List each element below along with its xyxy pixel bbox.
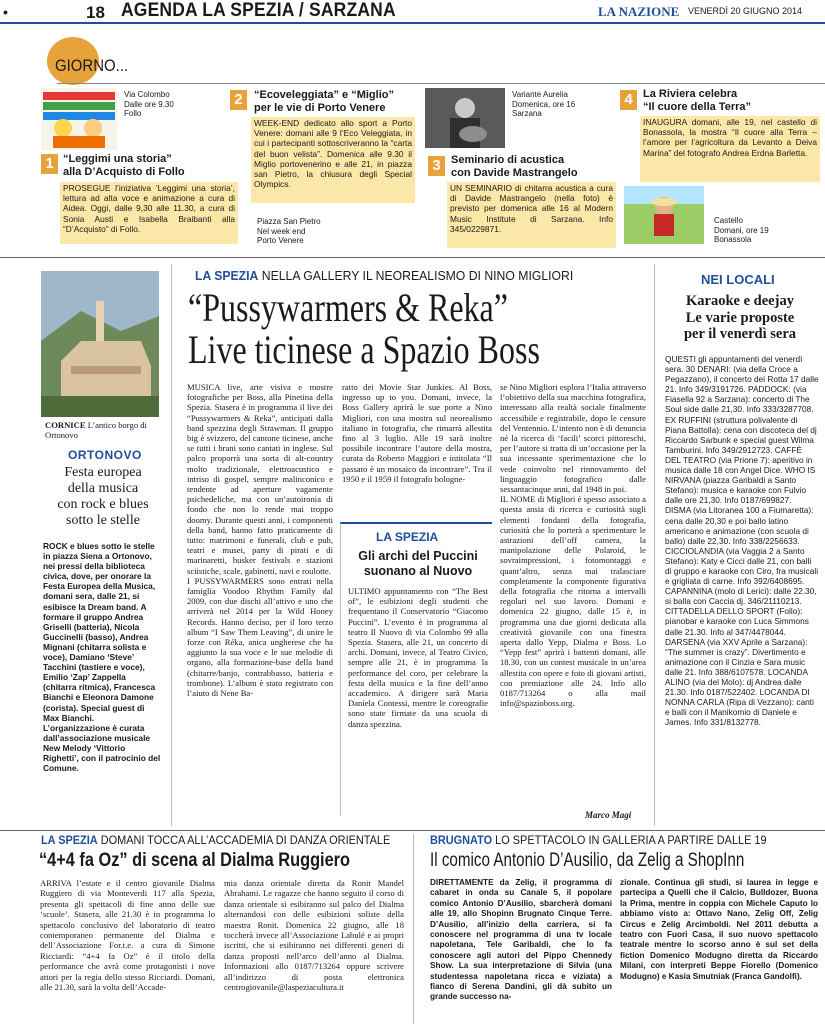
main-column-3: se Nino Migliori esplora l’Italia attraverso l’obiettivo della sua macchina fotografica, interessato alla realtà sociale finalmente accessibile e registrabile, dopo le censure del Ventennio. L’intento non è di denuncia né la ricerca di ‘facili’ scorci pittoreschi, per l’autore si tratta di un’occasione per la sua incessante sperimentazione che lo vede coinvolto nel rinnovamento del linguaggio fotografico dalle sessantacinque anni, dal 1948 in poi. IL NOME di Migliori è spesso associato a questa ansia di ricerca e curiosità sugli elementi fondanti della fotografia, curiosità che lo porterà a sperimentare le astrazioni dell’off camera, la manipolazione delle Polaroid, le sovraimpressioni, i fotomontaggi e quant’altro, senza mai tralasciare completamente la componente figurativa della fotografia che ritorna a intervalli regolari nel suo lavoro. Domani e domenica 22 giugno, dalle 15 è, in programma una due giorni dedicata alla creatività giovanile con una finestra aperta dallo Yepp, Dialma e Boss. Lo “Yepp fest” aprirà i battenti domani, alle 18.30, con un contest musicale in un’area allestita con opere e foto di giovani artisti, con premiazione alle 24. Info allo 0187/713264 o alla mail info@spazioboss.org.	[500, 382, 646, 709]
dialma-kicker: LA SPEZIA DOMANI TOCCA ALL’ACCADEMIA DI DANZA ORIENTALE	[41, 835, 391, 847]
agenda-3-headline: Seminario di acustica con Davide Mastrangelo	[451, 154, 578, 179]
agenda-4-number: 4	[620, 90, 637, 110]
agenda-1-number: 1	[41, 154, 58, 174]
farmer-photo	[624, 186, 704, 244]
ortonovo-kicker: ORTONOVO	[68, 448, 142, 462]
agenda-2-body: WEEK-END dedicato allo sport a Porto Venere: domani alle 9 l’Eco Veleggiata, in cui i partecipanti sottoscriveranno la “carta del buon velista”. Domenica alle 9.30 il Miglio portovenerino e alle 21, in piazza san Pietro, la chiusura degli Special Olympics.	[251, 117, 415, 203]
right-column-rule	[654, 264, 655, 826]
left-column-rule	[171, 264, 172, 826]
agenda-1-headline: “Leggimi una storia” alla D’Acquisto di Follo	[63, 153, 185, 178]
kids-reading-illustration	[41, 88, 117, 150]
dausilio-column-2: zionale. Continua gli studi, si laurea in legge e partecipa a Quelli che il Calcio, Bulldozer, Buona la Prima, mentre in coppia con Michele Caputo lo abbiamo visto a: Ottavo Nano, Zelig Off, Zelig Circus e Zelig Arcimboldi. Nel 2011 debutta a teatro con Fuori Casa, il suo nuovo spettacolo teatrale mentre lo scorso anno è sul set della fiction Domenico Modugno diretta da Riccardo Milani, con interpreti Beppe Fiorello (Domenico Modugno) e Kasia Smutniak (Franca Gandolfi).	[620, 878, 818, 981]
main-title-line-2: Live ticinese a Spazio Boss	[188, 327, 540, 372]
dialma-column-1: ARRIVA l’estate e il centro giovanile Dialma Ruggiero di via Monteverdi 117 alla Spezia, presenta gli spettacoli di fine anno delle sue ‘scuole’. Stasera, alle 21.30 è in programma lo spettacolo conclusivo del laboratorio di teatro contemporaneo permanente del Dialma e dell’Associazione For.t.e. a cura di Simone Ricciardi: “4+4 fa Oz” è il titolo della performance che avrà come protagonisti i nove attori per la regia dello stesso Ricciardi. Domani, alle 21.30, sarà la volta dell’Accade-	[40, 878, 215, 993]
main-kicker: LA SPEZIA NELLA GALLERY IL NEOREALISMO DI NINO MIGLIORI	[195, 268, 574, 283]
page-number: 18	[86, 3, 105, 22]
header-bullet: •	[3, 4, 8, 20]
ortonovo-title: Festa europea della musica con rock e blues sotto le stelle	[57, 465, 149, 528]
section-title: AGENDA LA SPEZIA / SARZANA	[121, 0, 396, 21]
agenda-2-headline: “Ecoveleggiata” e “Miglio” per le vie di Porto Venere	[254, 89, 394, 114]
ortonovo-photo	[41, 271, 159, 417]
puccini-kicker: LA SPEZIA	[376, 530, 439, 544]
agenda-bottom-rule	[0, 257, 825, 258]
agenda-3-number: 3	[428, 156, 445, 176]
agenda-4-place: Castello Domani, ore 19 Bonassola	[714, 216, 769, 245]
main-column-1: MUSICA live, arte visiva e mostre fotografiche per Boss, alla Pinetina della Spezia. Stasera è in programma il live dei “Pussywarmers & Reka”, anticipati dalla band spezzina degli Strawman. Il gruppo big è svizzero, del cantone ticinese, anche se tutti i brani sono cantati in inglese. Sul palco proporrà una sorta di alt-country molto tradizionale, elettroacustico e intriso di gospel, sempre malinconico e tendente ad aperture vagamente psichedeliche, ma con un’autoironia di fondo che non lo rende mai troppo doomy. Durante questi anni, i componenti della band, hanno fatto praticamente di tutto: matrimoni e funerali, club e pub, teatri e musei, party di pirati e di marinaretti, busker festivals e stazioni sciistiche, scale, gabinetti, navi e roulotte. I PUSSYWARMERS sono entrati nella famiglia Voodoo Rhythm Family dal 2009, con due dischi all’attivo e uno che arriverà nel 2014 per la Wild Honey Records. Hanno deciso, per il loro terzo album “I Saw Them Leaving”, di unire le forze con Réka, anica ungherese che ha aggiunto la sua voce e le sue melodie di organo, alla formazione-base della band (chitarre/banjo, contrabbasso, batteria e trombone). L’album è stato registrato con l’aiuto di Nene Ba-	[187, 382, 333, 699]
locali-kicker: NEI LOCALI	[701, 272, 775, 287]
locali-title: Karaoke e deejay Le varie proposte per il venerdì sera	[683, 293, 797, 342]
guitarist-photo	[425, 88, 505, 148]
main-column-2: ratto dei Movie Star Junkies. Al Boss, ingresso up to you. Domani, invece, la Boss Gallery aprirà le sue porte a Nino Migliori, con una mostra sul neorealismo italiano in fotografia, che rimarrà allestita fino al 3 luglio. Alle 19 sarà inoltre possibile incontrare l’autore della mostra, curata da Roberto Maggiori e intitolata “Il passato è un mosaico da incontrare”. Tra il 1950 e il 1959 il fotografo bologne-	[342, 382, 492, 484]
main-title-line-1: “Pussywarmers & Reka”	[188, 285, 508, 330]
agenda-1-body: PROSEGUE l’iniziativa ‘Leggimi una storia’, lettura ad alta voce e animazione a cura di Aidea. Oggi, dalle 9,30 alle 11.30, a cura di Sonia Austi e Isabella Braibanti alla “D’Acquisto” di Follo.	[60, 182, 238, 244]
giorno-rule	[57, 83, 825, 84]
ortonovo-body: ROCK e blues sotto le stelle in piazza Siena a Ortonovo, nei pressi della biblioteca civica, dove, per onorare la Festa Europea della Musica, domani sera, dalle 21, si esibisce la Dream band. A formare il gruppo Andrea Griselli (batteria), Nicola Guccinelli (basso), Andrea Mignani (chitarra solista e voce), Damiano ‘Steve’ Tacchini (tastiere e voce), Emilio ‘Zap’ Zappella (chitarra ritmica), Francesca Bianchi e Eleonora Damone (corista). Special guest di Max Bianchi. L’organizzazione è curata dall’associazione musicale New Melody ‘Vittorio Righetti’, con il patrocinio del Comune.	[43, 541, 161, 774]
ortonovo-caption: CORNICE L’antico borgo di Ortonovo	[45, 420, 147, 440]
puccini-body: ULTIMO appuntamento con “The Best of”, le esibizioni degli studenti che frequentano il Conservatorio “Giacomo Puccini”. L’evento è in programma al teatro Il Nuovo di via Colombo 99 alla Spezia. Stasera, alle 21, un concerto di archi. Domani, invece, al Teatro Civico, sempre alle 21, è in programma la performance del coro, per celebrare la festa della musica e la fine dell’anno accademico. A dirigere sarà Maria Daniela Contessi, mentre le coreografie sono state firmate da una scuola di danza spezzina.	[348, 586, 488, 729]
bottom-column-rule	[413, 834, 414, 1024]
agenda-1-place: Via Colombo Dalle ore 9.30 Follo	[124, 90, 174, 119]
dausilio-title: Il comico Antonio D’Ausilio, da Zelig a ShopInn	[430, 850, 745, 871]
agenda-4-body: INAUGURA domani, alle 19, nel castello di Bonassola, la mostra “Il cuore alla Terra – l’amore per l’agricoltura da Levanto a Deiva Marina” del fotografo Andrea Erdna Barletta.	[640, 116, 820, 182]
dausilio-column-1: DIRETTAMENTE da Zelig, il programma di cabaret in onda su Canale 5, il popolare comico Antonio D’Ausilio, sbarcherà domani alle 19, allo Shopinn Brugnato Cinque Terre. D’Ausilio, all’inizio della carriera, si fa conoscere nel programma di una tv locale napoletana, Tele Garibaldi, che lo fa conoscere agli autori del Pippo Chennedy Show. La sua interpretazione di Silvia (una studentessa napoletana ricca e viziata) a fianco di Serena Dandini, gli dà subito un grande successo na-	[430, 878, 612, 1002]
agenda-3-body: UN SEMINARIO di chitarra acustica a cura di Davide Mastrangelo (nella foto) è previsto per domenica alle 16 al Modern Music Institute di Sarzana. Info 345/0229871.	[447, 182, 616, 248]
locali-body: QUESTI gli appuntamenti del venerdì sera. 30 DENARI: (via della Croce a Pegazzano), il concerto dei Rotta 17 dalle 21. Info 349/3191726. PADDOCK: (via Fiasella 92 a Sarzana): concerto di The Soul side dalle 21,30. Info 333/3287708. EX RUFFINI (struttura polivalente di Piana Battolla): cena con discoteca del dj Riccardo Sarbunk e special guest Wilma Tamburini. Info 349/2912723. CAFFÈ DEL TEATRO (via Prione 7): aperitivo in musica dalle 18 con Angel Dice. WHO IS NIRVANA (piazza Garibaldi a Santo Stefano): musica e karaoke con Fulvio dalle ore 21,30. Info 0187/699827. DISMA (via Litoranea 100 a Fiumaretta): cena dalle 20,30 e poi ballo latino americano e animazione (con scuola di ballo) dalle 22,30. Info 338/2256633. CICCIOLANDIA (via Vaggia 2 a Santo Stefano): Katy e Cicci dalle 21, con balli di gruppo e karaoke con Ciro, fra musicali e grigliata di carne. Info 392/6408695. CAPANNINA (molo di Lerici): dalle 22.30, si balla con Caccia dj. 346/21110213. CITTADELLA DELLO SPORT (Follo): pianobar e karaoke con Luca Simmons dalle 21.30. Info al 347/4478044. DARSENA (via XXV Aprile a Sarzana): “The summer is crazy”. Divertimento e animazione con il Cinzia e Sara music dalle 21. Info 388/6107578. LOCANDA ALINO (via del Molo): dj Andrea dalle 21.30. Info 0187/522402. LOCANDA DI NONNA CARLA (Ripa di Vezzano): canti e balli con il Manikomio di Daniele e James. Info 331/8132778.	[665, 354, 819, 728]
agenda-4-headline: La Riviera celebra “Il cuore della Terra”	[643, 88, 752, 113]
giorno-title: GIORNO...	[55, 56, 129, 75]
dialma-title: “4+4 fa Oz” di scena al Dialma Ruggiero	[39, 850, 351, 871]
puccini-title: Gli archi del Puccini suonano al Nuovo	[358, 549, 478, 578]
bottom-section-rule	[0, 830, 825, 831]
agenda-3-place: Variante Aurelia Domenica, ore 16 Sarzana	[512, 90, 576, 119]
agenda-2-number: 2	[230, 90, 247, 110]
page-header	[0, 0, 825, 24]
main-signature: Marco Magi	[585, 810, 632, 820]
agenda-2-place: Piazza San Pietro Nel week end Porto Venere	[257, 217, 321, 246]
dialma-column-2: mia danza orientale diretta da Ronit Mandel Abrahami. Le ragazze che hanno seguito il corso di danza orientale si esibiranno sul palco del Dialma alternandosi con delle esibizioni soliste della maestra Ronit. Domenica 22 giugno, alle 18 toccherà invece all’Associazione Labulé e ai propri iscritti, che si esibiranno nei differenti generi di danza proposti nell’arco dell’anno al Dialma. Informazioni allo 0187/713264 oppure scrivere all’indirizzo di posta elettronica centrogiovanile@laspeziacultura.it	[224, 878, 404, 993]
dausilio-kicker: BRUGNATO LO SPETTACOLO IN GALLERIA A PARTIRE DALLE 19	[430, 835, 767, 847]
issue-date: VENERDÌ 20 GIUGNO 2014	[688, 6, 803, 16]
newspaper-name: LA NAZIONE	[598, 4, 680, 19]
